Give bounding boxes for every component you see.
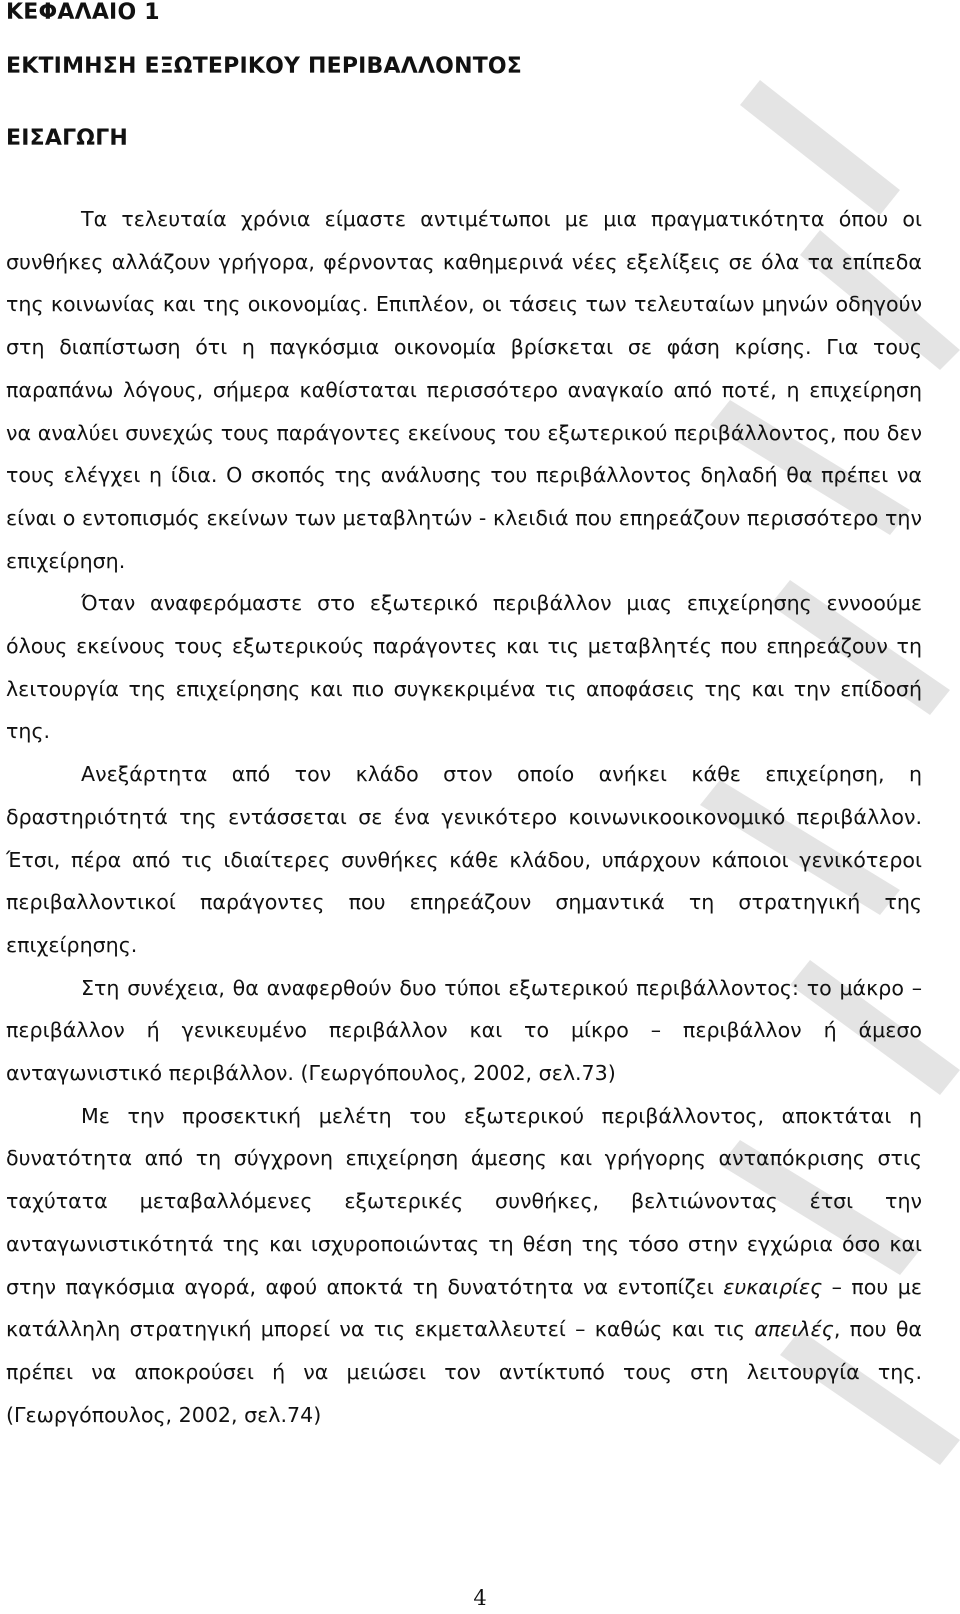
paragraph-1: Τα τελευταία χρόνια είμαστε αντιμέτωποι με μια πραγματικότητα όπου οι συνθήκες αλλάζουν γρήγορα, φέρνοντας καθημερινά νέες εξελίξεις σε όλα τα επίπεδα της κοινωνίας και της οικονομίας. Επιπλέον, οι τάσεις των τελευταίων μηνών οδηγούν στη διαπίστωση ότι η παγκόσμια οικονομία βρίσκεται σε φάση κρίσης. Για τους παραπάνω λόγους, σήμερα καθίσταται περισσότερο αναγκαίο από ποτέ, η επιχείρηση να αναλύει συνεχώς τους παράγοντες εκείνους του εξωτερικού περιβάλλοντος, που δεν τους ελέγχει η ίδια. Ο σκοπός της ανάλυσης του περιβάλλοντος δηλαδή θα πρέπει να είναι ο εντοπισμός εκείνων των μεταβλητών - κλειδιά που επηρεάζουν περισσότερο την επιχείρηση. (6, 207, 922, 573)
chapter-title: ΕΚΤΙΜΗΣΗ ΕΞΩΤΕΡΙΚΟΥ ΠΕΡΙΒΑΛΛΟΝΤΟΣ (6, 54, 523, 79)
paragraph-5-text-b: – που με κατάλληλη στρατηγική μπορεί να τις εκμεταλλευτεί – καθώς και τις (6, 1274, 922, 1342)
paragraph-5 (6, 1095, 922, 1437)
chapter-heading: ΚΕΦΑΛΑΙΟ 1 (6, 0, 160, 25)
emphasis-opportunities: ευκαιρίες (723, 1274, 823, 1299)
section-heading: ΕΙΣΑΓΩΓΗ (6, 126, 129, 151)
paragraph-3: Ανεξάρτητα από τον κλάδο στον οποίο ανήκει κάθε επιχείρηση, η δραστηριότητά της εντάσσεται σε ένα γενικότερο κοινωνικοοικονομικό περιβάλλον. Έτσι, πέρα από τις ιδιαίτερες συνθήκες κάθε κλάδου, υπάρχουν κάποιοι γενικότεροι περιβαλλοντικοί παράγοντες που επηρεάζουν σημαντικά τη στρατηγική της επιχείρησης. (6, 762, 922, 957)
paragraph-5-text-a: Με την προσεκτική μελέτη του εξωτερικού περιβάλλοντος, αποκτάται η δυνατότητα από τη σύγχρονη επιχείρηση άμεσης και γρήγορης ανταπόκρισης στις ταχύτατα μεταβαλλόμενες εξωτερικές συνθήκες, βελτιώνοντας έτσι την ανταγωνιστικότητά της και ισχυροποιώντας τη θέση της τόσο στην εγχώρια όσο και στην παγκόσμια αγορά, αφού αποκτά τη δυνατότητα να εντοπίζει (6, 1103, 922, 1299)
paragraph-5-text-c: , που θα πρέπει να αποκρούσει ή να μειώσει τον αντίκτυπό τους στη λειτουργία της. (Γεωργόπουλος, 2002, σελ.74) (6, 1317, 923, 1427)
emphasis-threats: απειλές (754, 1317, 834, 1342)
paragraph-2: Όταν αναφερόμαστε στο εξωτερικό περιβάλλον μιας επιχείρησης εννοούμε όλους εκείνους τους εξωτερικούς παράγοντες και τις μεταβλητές που επηρεάζουν τη λειτουργία της επιχείρησης και πιο συγκεκριμένα τις αποφάσεις της και την επίδοσή της. (6, 591, 922, 744)
page-number: 4 (473, 1586, 487, 1610)
paragraph-4: Στη συνέχεια, θα αναφερθούν δυο τύποι εξωτερικού περιβάλλοντος: το μάκρο – περιβάλλον ή γενικευμένο περιβάλλον και το μίκρο – περιβάλλον ή άμεσο ανταγωνιστικό περιβάλλον. (Γεωργόπουλος, 2002, σελ.73) (6, 975, 922, 1086)
body-text (6, 198, 922, 1436)
